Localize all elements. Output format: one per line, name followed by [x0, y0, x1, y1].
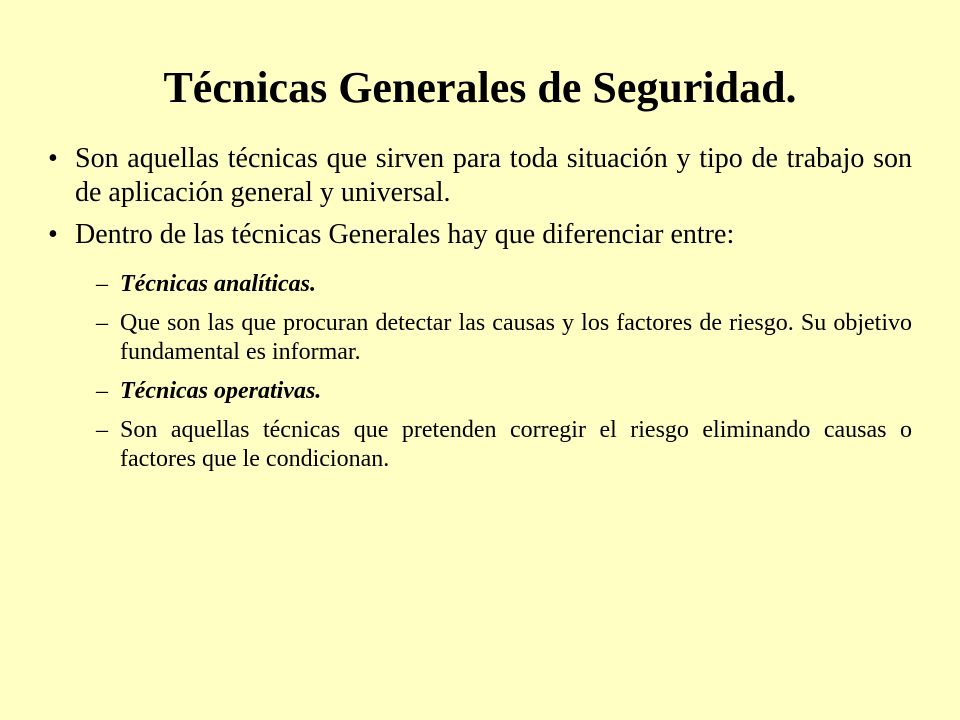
sub-item-text: Son aquellas técnicas que pretenden corregir el riesgo eliminando causas o factores que le condicionan.	[120, 417, 912, 472]
slide-title: Técnicas Generales de Seguridad.	[163, 63, 797, 112]
bullet-item	[48, 218, 912, 252]
sub-item-analytic-techniques	[48, 270, 912, 299]
dash-marker: –	[96, 417, 108, 443]
dash-marker: –	[96, 310, 108, 336]
bullet-marker: •	[48, 219, 58, 250]
sub-item-operative-description	[48, 416, 912, 474]
bullet-text: Son aquellas técnicas que sirven para toda situación y tipo de trabajo son de aplicación general y universal.	[75, 143, 912, 208]
dash-marker: –	[96, 378, 108, 404]
bullet-text: Dentro de las técnicas Generales hay que diferenciar entre:	[75, 219, 735, 250]
bullet-marker: •	[48, 143, 58, 174]
sub-item-analytic-description	[48, 309, 912, 367]
dash-marker: –	[96, 271, 108, 297]
sub-item-operative-techniques	[48, 377, 912, 406]
sub-item-text: Que son las que procuran detectar las causas y los factores de riesgo. Su objetivo fundamental es informar.	[120, 310, 912, 365]
sub-item-text: Técnicas analíticas.	[120, 271, 316, 297]
bullet-item	[48, 142, 912, 210]
slide-body	[48, 142, 912, 484]
sub-item-text: Técnicas operativas.	[120, 378, 322, 404]
